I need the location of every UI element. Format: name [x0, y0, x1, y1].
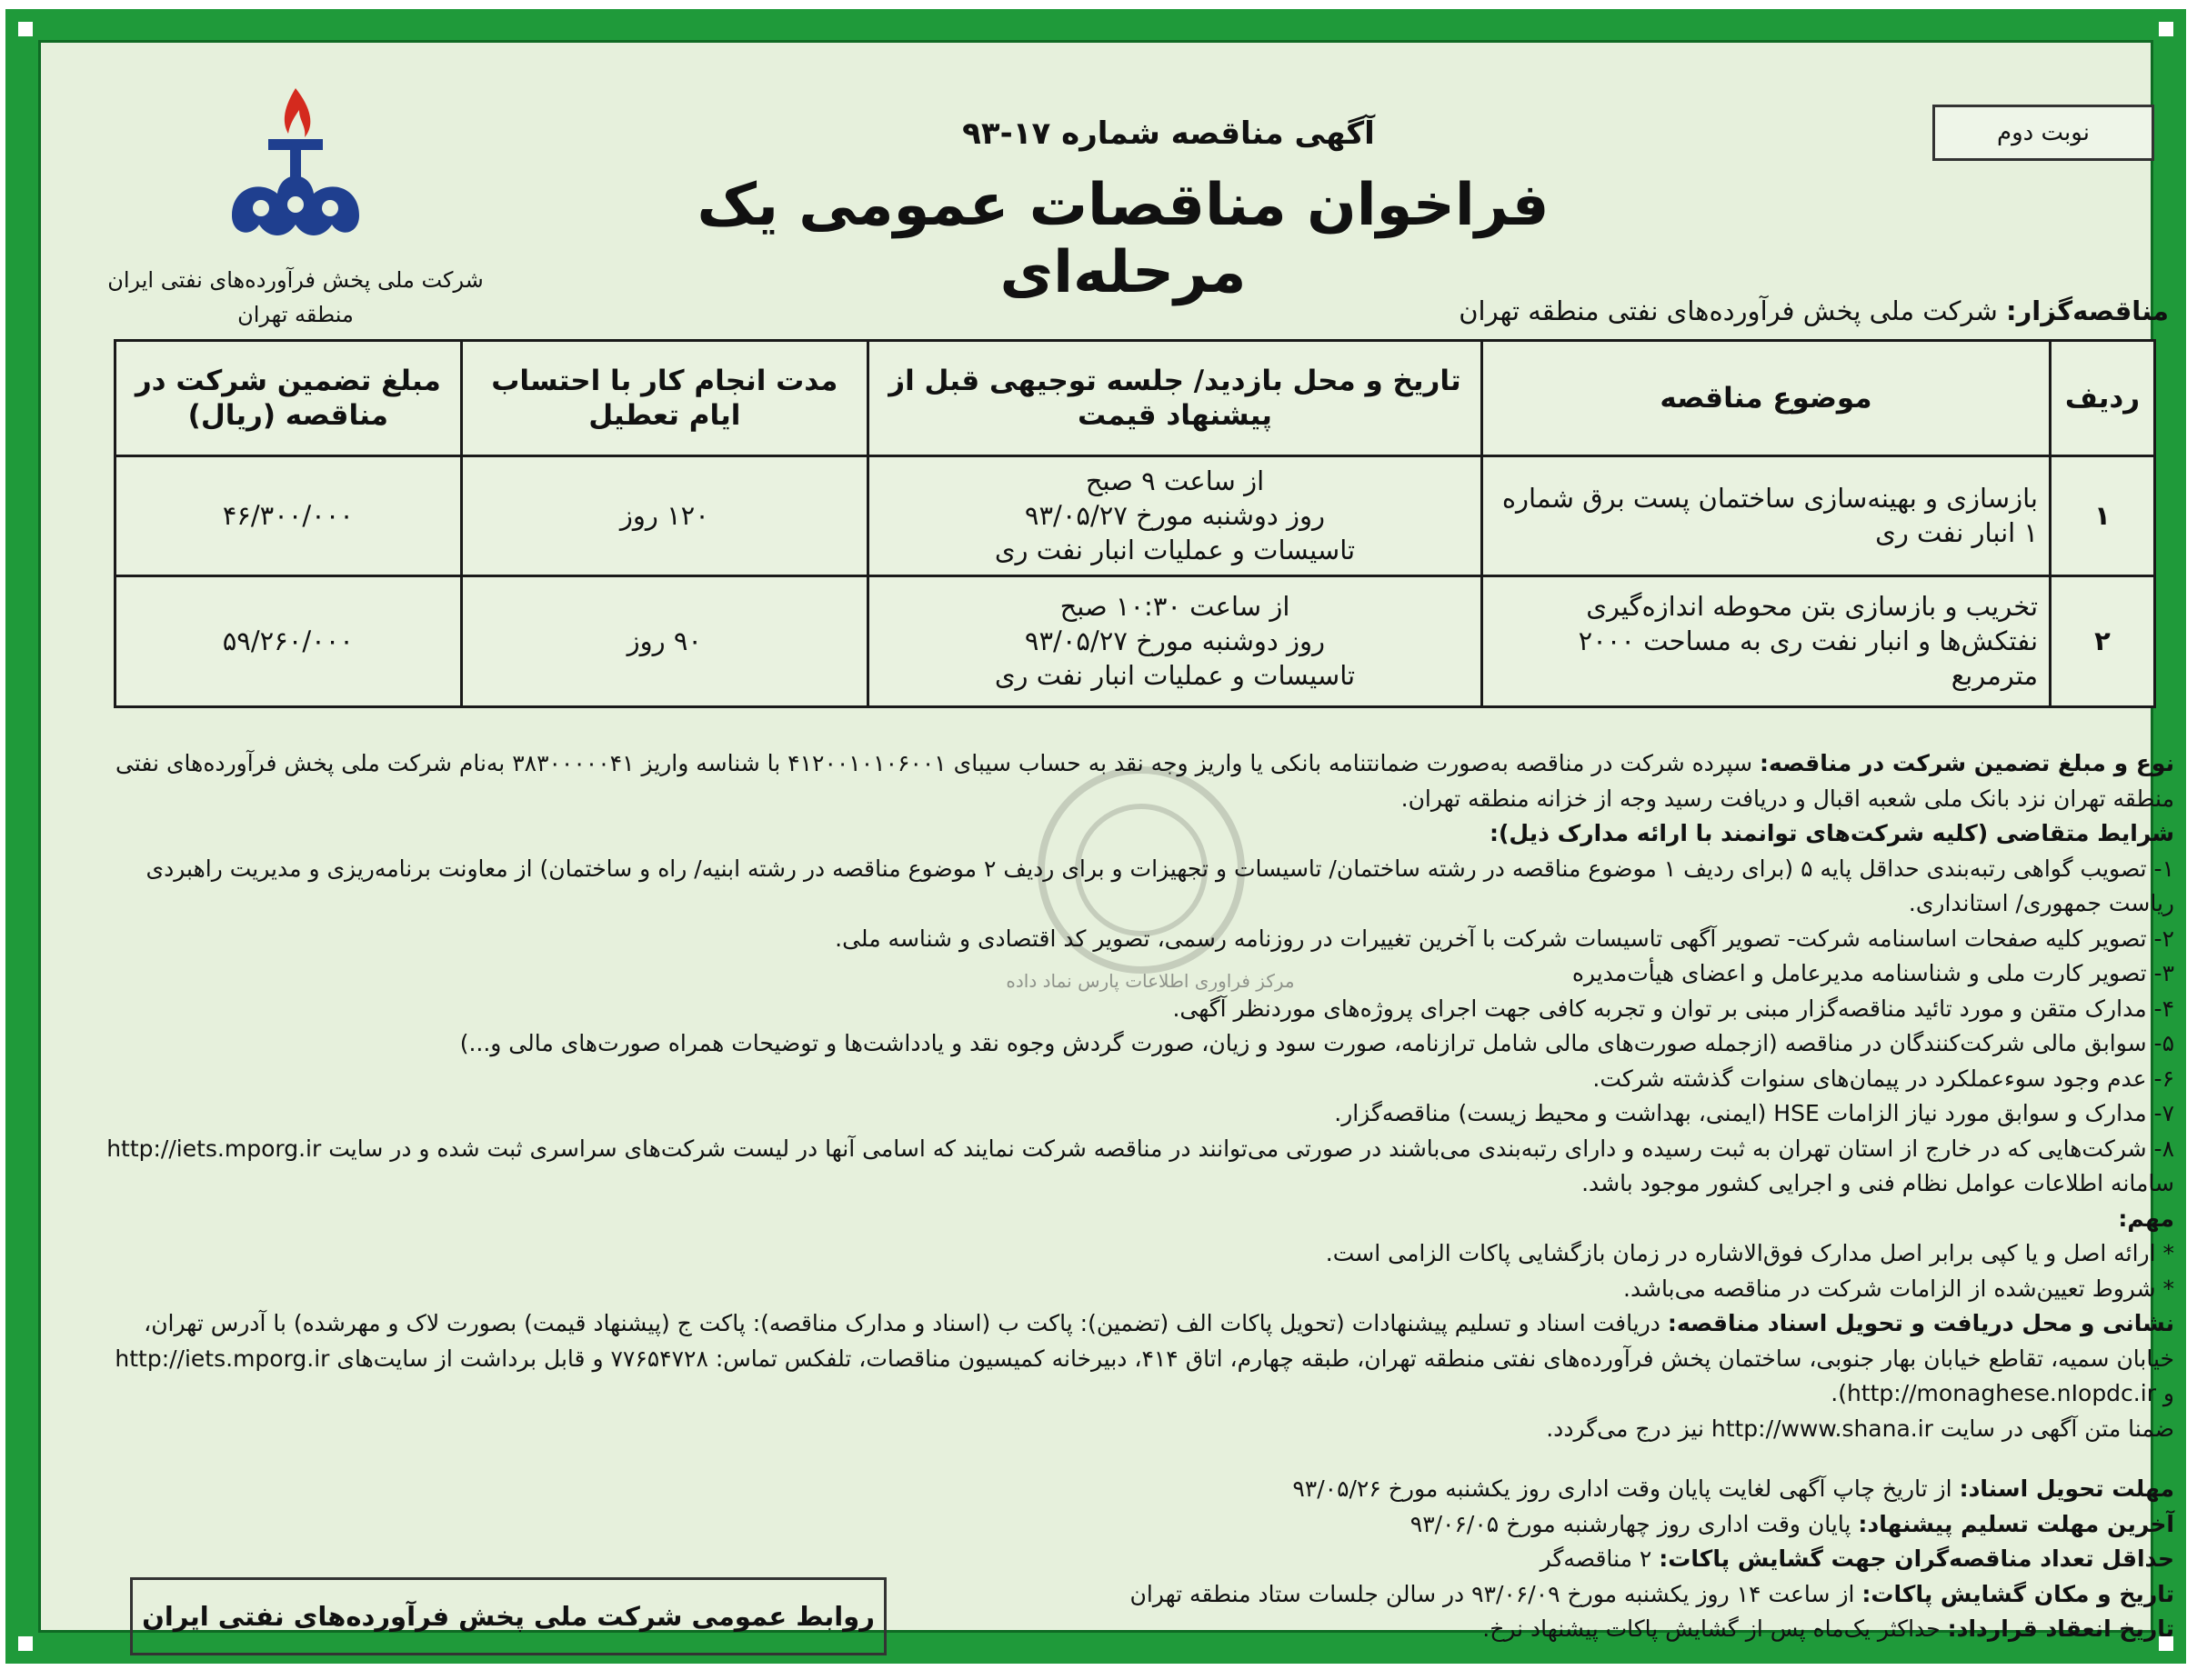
column-header: مدت انجام کار با احتساب ایام تعطیل — [461, 341, 868, 456]
ad-body — [105, 746, 2174, 1446]
visit-date: روز دوشنبه مورخ ۹۳/۰۵/۲۷ — [1024, 625, 1326, 657]
important-heading: مهم: — [2118, 1205, 2174, 1232]
important-item: * ارائه اصل و یا کپی برابر اصل مدارک فوق‌الاشاره در زمان بازگشایی پاکات الزامی است. — [1325, 1240, 2174, 1266]
tender-subject: تخریب و بازسازی بتن محوطه اندازه‌گیری نفتکش‌ها و انبار نفت ری به مساحت ۲۰۰۰ مترمربع — [1481, 575, 2050, 706]
address-text: دریافت اسناد و تسلیم پیشنهادات (تحویل پاکات الف (تضمین): پاکت ب (اسناد و مدارک مناقصه): پاکت ج (پیشنهاد قیمت) بصورت لاک و مهرشده) با آدرس تهران، خیابان سمیه، تقاطع خیابان بهار جنوبی، ساختمان پخش فرآورده‌های نفتی منطقه تهران، طبقه چهارم، اتاق ۴۱۴، دبیرخانه کمیسیون مناقصات، تلفکس تماس: ۷۷۶۵۴۷۲۸ و قابل برداشت از سایت‌های http://iets.mporg.ir و http://monaghese.nIopdc.ir). — [115, 1310, 2174, 1406]
deadline-docs-label: مهلت تحویل اسناد: — [1959, 1475, 2174, 1502]
column-header: موضوع مناقصه — [1481, 341, 2050, 456]
contract-label: تاریخ انعقاد قرارداد: — [1947, 1615, 2174, 1642]
guarantee-text: سپرده شرکت در مناقصه به‌صورت ضمانتنامه بانکی یا واریز وجه نقد به حساب سیبای ۴۱۲۰۰۱۰۱۰۶۰۰۱ با شناسه واریز ۳۸۳۰۰۰۰۰۴۱ به‌نام شرکت ملی پخش فرآورده‌های نفتی منطقه تهران نزد بانک ملی شعبه اقبال و دریافت رسید وجه از خزانه منطقه تهران. — [115, 750, 2174, 812]
deadline-offer — [887, 1507, 2174, 1543]
tenderer-value: شرکت ملی پخش فرآورده‌های نفتی منطقه تهران — [1459, 295, 2007, 326]
conditions-heading: شرایط متقاضی (کلیه شرکت‌های توانمند با ارائه مدارک ذیل): — [1489, 820, 2174, 846]
guarantee-amount: ۴۶/۳۰۰/۰۰۰ — [115, 455, 462, 575]
ad-paper — [38, 40, 2174, 1642]
row-number: ۱ — [2051, 455, 2155, 575]
turn-badge: نوبت دوم — [1932, 105, 2154, 161]
important-item: * شروط تعیین‌شده از الزامات شرکت در مناقصه می‌باشد. — [1623, 1275, 2174, 1302]
guarantee-label: نوع و مبلغ تضمین شرکت در مناقصه: — [1760, 750, 2174, 776]
column-header: ردیف — [2051, 341, 2155, 456]
column-header: مبلغ تضمین شرکت در مناقصه (ریال) — [115, 341, 462, 456]
watermark-text: مرکز فراوری اطلاعات پارس نماد داده — [1006, 970, 1295, 992]
condition-item: ۳- تصویر کارت ملی و شناسنامه مدیرعامل و اعضای هیأت‌مدیره — [1571, 960, 2174, 986]
visit-place: تاسیسات و عملیات انبار نفت ری — [994, 535, 1356, 566]
ad-number: آگهی مناقصه شماره ۱۷-۹۳ — [962, 115, 1375, 152]
public-relations-signature: روابط عمومی شرکت ملی پخش فرآورده‌های نفتی ایران — [130, 1577, 887, 1655]
tender-subject: بازسازی و بهینه‌سازی ساختمان پست برق شماره ۱ انبار نفت ری — [1481, 455, 2050, 575]
column-header: تاریخ و محل بازدید/ جلسه توجیهی قبل از پیشنهاد قیمت — [868, 341, 1482, 456]
visit-time: از ساعت ۹ صبح — [1085, 465, 1265, 497]
contract-info — [887, 1612, 2174, 1647]
condition-item: ۵- سوابق مالی شرکت‌کنندگان در مناقصه (ازجمله صورت‌های مالی شامل ترازنامه، صورت سود و زیان، صورت گردش وجوه نقد و یادداشت‌ها و توضیحات همراه صورت‌های مالی و...) — [459, 1030, 2174, 1056]
company-line: شرکت ملی پخش فرآورده‌های نفتی ایران — [107, 267, 484, 293]
page-title: فراخوان مناقصات عمومی یک مرحله‌ای — [697, 172, 1550, 306]
min-bidders — [887, 1542, 2174, 1577]
deadlines — [887, 1472, 2174, 1647]
tender-table — [114, 339, 2156, 708]
deadline-docs-value: از تاریخ چاپ آگهی لغایت پایان وقت اداری روز یکشنبه مورخ ۹۳/۰۵/۲۶ — [1292, 1475, 1960, 1502]
deadline-docs — [887, 1472, 2174, 1507]
table-row — [115, 575, 2155, 706]
condition-item: ۷- مدارک و سوابق مورد نیاز الزامات HSE (ایمنی، بهداشت و محیط زیست) مناقصه‌گزار. — [1334, 1100, 2174, 1126]
row-number: ۲ — [2051, 575, 2155, 706]
work-duration: ۹۰ روز — [461, 575, 868, 706]
visit-time: از ساعت ۱۰:۳۰ صبح — [1059, 591, 1290, 623]
min-bidders-label: حداقل تعداد مناقصه‌گران جهت گشایش پاکات: — [1659, 1545, 2174, 1572]
corner-mark — [2159, 22, 2173, 36]
tenderer-label: مناقصه‌گزار: — [2006, 295, 2169, 326]
company-region: منطقه تهران — [237, 302, 354, 327]
corner-mark — [18, 22, 33, 36]
address-paragraph — [105, 1306, 2174, 1412]
table-row — [115, 455, 2155, 575]
visit-info — [868, 575, 1482, 706]
condition-item: ۴- مدارک متقن و مورد تائید مناقصه‌گزار مبنی بر توان و تجربه کافی جهت اجرای پروژه‌های موردنظر آگهی. — [1172, 995, 2174, 1022]
work-duration: ۱۲۰ روز — [461, 455, 868, 575]
address-label: نشانی و محل دریافت و تحویل اسناد مناقصه: — [1667, 1310, 2174, 1336]
visit-date: روز دوشنبه مورخ ۹۳/۰۵/۲۷ — [1024, 500, 1326, 532]
condition-item: ۲- تصویر کلیه صفحات اساسنامه شرکت- تصویر آگهی تاسیسات شرکت با آخرین تغییرات در روزنامه رسمی، تصویر کد اقتصادی و شناسه ملی. — [835, 925, 2174, 952]
condition-item: ۶- عدم وجود سوءعملکرد در پیمان‌های سنوات گذشته شرکت. — [1592, 1065, 2174, 1092]
company-name — [77, 263, 514, 332]
deadline-offer-value: پایان وقت اداری روز چهارشنبه مورخ ۹۳/۰۶/۰۵ — [1409, 1510, 1859, 1537]
guarantee-amount: ۵۹/۲۶۰/۰۰۰ — [115, 575, 462, 706]
contract-value: حداکثر یک‌ماه پس از گشایش پاکات پیشنهاد نرخ. — [1482, 1615, 1948, 1642]
nioc-logo-icon — [205, 79, 386, 261]
condition-item: ۱- تصویب گواهی رتبه‌بندی حداقل پایه ۵ (برای ردیف ۱ موضوع مناقصه در رشته ساختمان/ تاسیسات و تجهیزات و برای ردیف ۲ موضوع مناقصه در رشته ابنیه/ راه و ساختمان) از معاونت برنامه‌ریزی و مدیریت راهبردی ریاست جمهوری/ استانداری. — [145, 855, 2174, 916]
opening-info — [887, 1577, 2174, 1613]
guarantee-paragraph — [105, 746, 2174, 816]
condition-item: ۸- شرکت‌هایی که در خارج از استان تهران به ثبت رسیده و دارای رتبه‌بندی می‌باشند در صورتی می‌توانند در مناقصه شرکت نمایند که اسامی آنها در لیست شرکت‌های سراسری ثبت شده و در سایت http://iets.mporg.ir سامانه اطلاعات عوامل نظام فنی و اجرایی کشور موجود باشد. — [106, 1135, 2174, 1196]
deadline-offer-label: آخرین مهلت تسلیم پیشنهاد: — [1858, 1510, 2174, 1537]
min-bidders-value: ۲ مناقصه‌گر — [1540, 1545, 1660, 1572]
table-header-row — [115, 341, 2155, 456]
corner-mark — [18, 1636, 33, 1651]
visit-info — [868, 455, 1482, 575]
visit-place: تاسیسات و عملیات انبار نفت ری — [994, 660, 1356, 692]
opening-value: از ساعت ۱۴ روز یکشنبه مورخ ۹۳/۰۶/۰۹ در سالن جلسات ستاد منطقه تهران — [1129, 1580, 1862, 1607]
page-border — [5, 9, 2186, 1664]
shana-note: ضمنا متن آگهی در سایت http://www.shana.ir نیز درج می‌گردد. — [1546, 1415, 2174, 1442]
tenderer — [968, 295, 2169, 326]
opening-label: تاریخ و مکان گشایش پاکات: — [1861, 1580, 2174, 1607]
